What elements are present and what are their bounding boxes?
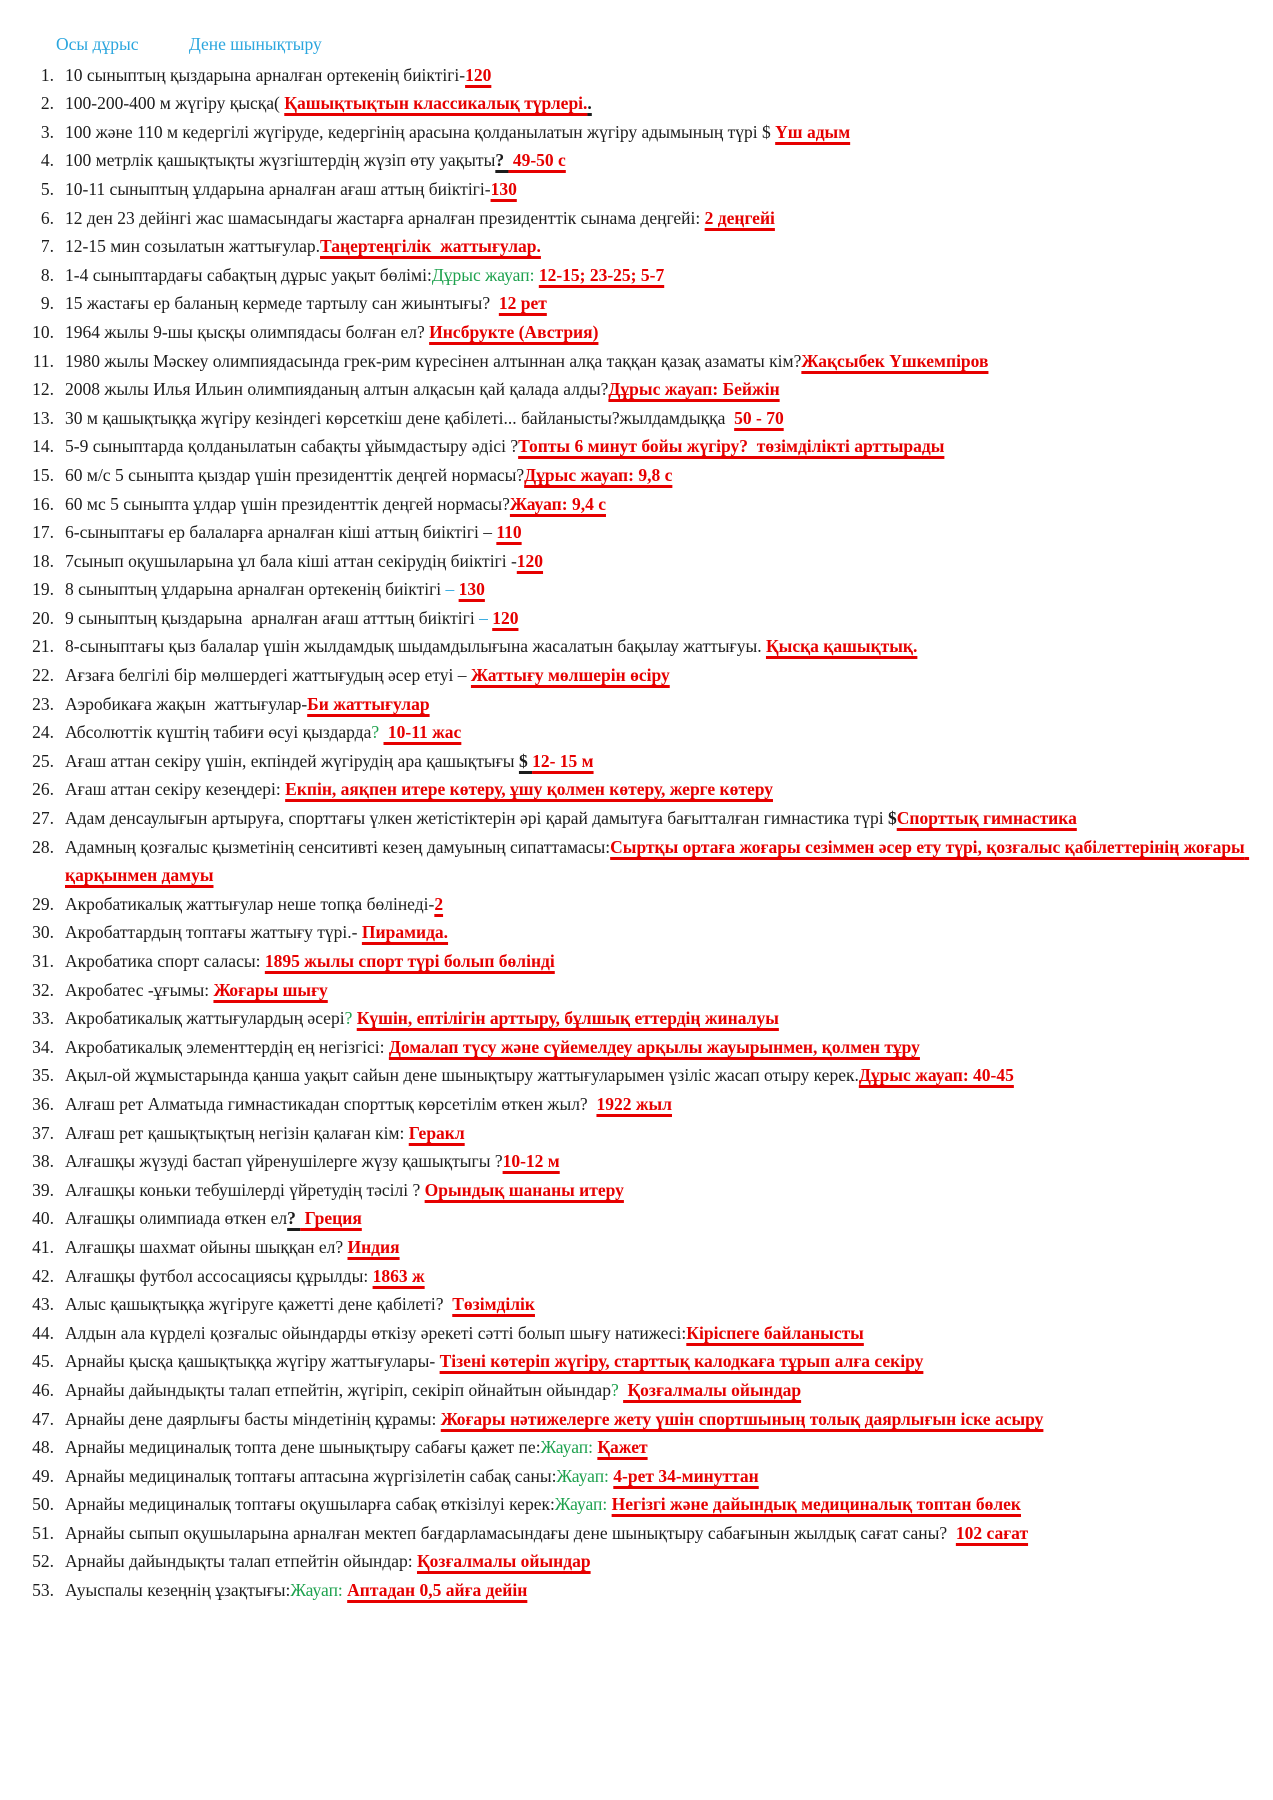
question-item [20, 976, 1255, 1005]
question-item [20, 1490, 1255, 1519]
question-body [65, 118, 1255, 147]
question-body [65, 490, 1255, 519]
question-text: 9 сыныптың қыздарына арналған ағаш атттың биіктігі [65, 607, 480, 628]
accent-dash: – [445, 579, 459, 600]
question-number: 21. [32, 636, 54, 657]
question-number: 9. [40, 293, 54, 314]
question-body [65, 375, 1255, 404]
question-item [20, 261, 1255, 290]
question-number: 52. [32, 1551, 54, 1572]
answer-text: 12 рет [498, 293, 547, 314]
question-number: 47. [32, 1408, 54, 1429]
question-number: 48. [32, 1437, 54, 1458]
answer-text: 120 [465, 64, 492, 85]
question-text: Ақыл-ой жұмыстарында қанша уақыт сайын дене шынықтыру жаттығуларымен үзіліс жасап отыру керек. [65, 1065, 859, 1086]
question-number: 3. [40, 121, 54, 142]
question-text: 1980 жылы Мәскеу олимпиядасында грек-рим күресінен алтыннан алқа таққан қазақ азаматы кім? [65, 350, 802, 371]
question-item [20, 1147, 1255, 1176]
question-text: Акробатес -ұғымы: [65, 979, 214, 1000]
question-text: Абсолюттік күштің табиғи өсуі қыздарда [65, 722, 372, 743]
answer-text: Жоғары нәтижелерге жету үшін спортшының толық даярлығын іске асыру [440, 1408, 1044, 1429]
question-text: Акробаттардың топтағы жаттығу түрі.- [65, 922, 362, 943]
question-number: 43. [32, 1294, 54, 1315]
question-text: 1-4 сыныптардағы сабақтың дұрыс уақыт бөлімі: [65, 264, 432, 285]
question-body [65, 1576, 1255, 1605]
question-number: 24. [32, 722, 54, 743]
question-text: Адамның қозғалыс қызметінің сенситивті кезең дамуының сипаттамасы: [65, 836, 611, 857]
question-body [65, 1033, 1255, 1062]
question-body [65, 947, 1255, 976]
question-item [20, 404, 1255, 433]
answer-text: Қашықтықтын классикалық түрлері. [284, 93, 588, 114]
question-text: 12-15 мин созылатын жаттығулар. [65, 236, 321, 257]
answer-text: Жаттығу мөлшерін өсіру [470, 665, 670, 686]
question-text: Акробатикалық элементтердің ең негізгісі: [65, 1036, 389, 1057]
answer-text: Қысқа қашықтық. [765, 636, 918, 657]
question-body [65, 661, 1255, 690]
question-text: Алыс қашықтыққа жүгіруге қажетті дене қабілеті? [65, 1294, 453, 1315]
question-number: 51. [32, 1522, 54, 1543]
question-body [65, 1176, 1255, 1205]
answer-text: Дұрыс жауап: Бейжін [608, 379, 780, 400]
question-number: 32. [32, 979, 54, 1000]
question-number: 49. [32, 1465, 54, 1486]
question-body [65, 432, 1255, 461]
question-number: 31. [32, 951, 54, 971]
question-body [65, 1547, 1255, 1576]
answer-text: Индия [347, 1236, 400, 1257]
question-body [65, 1433, 1255, 1462]
answer-text: 110 [496, 522, 522, 543]
question-body [65, 518, 1255, 547]
question-item [20, 347, 1255, 376]
question-item [20, 1262, 1255, 1291]
question-number: 22. [32, 665, 54, 686]
answer-text: Пирамида. [361, 922, 449, 943]
question-number: 33. [32, 1008, 54, 1029]
answer-text: Греция [300, 1208, 362, 1229]
question-number: 34. [32, 1036, 54, 1057]
answer-text: Жоғары шығу [213, 979, 328, 1000]
question-text: Арнайы дайындықты талап етпейтін, жүгіріп, секіріп ойнайтын ойындар [65, 1379, 611, 1400]
question-body [65, 718, 1255, 747]
answer-text: 10-11 жас [383, 722, 462, 743]
question-item [20, 1347, 1255, 1376]
answer-text: 1863 ж [372, 1265, 425, 1286]
question-number: 28. [32, 836, 54, 857]
question-text: Акробатика спорт саласы: [65, 951, 265, 971]
question-number: 35. [32, 1065, 54, 1086]
answer-label: Дұрыс жауап: [431, 264, 539, 285]
question-item [20, 547, 1255, 576]
answer-text: Төзімділік [452, 1294, 535, 1315]
question-text: Арнайы медициналық топта дене шынықтыру сабағы қажет пе: [65, 1437, 541, 1458]
answer-text: 120 [516, 550, 544, 571]
answer-text: 1922 жыл [596, 1093, 672, 1114]
question-item [20, 775, 1255, 804]
question-body [65, 1061, 1255, 1090]
question-number: 41. [32, 1236, 54, 1257]
answer-text: 12- 15 м [532, 750, 594, 771]
question-number: 42. [32, 1265, 54, 1286]
question-text: Алғашқы футбол ассосациясы құрылды: [65, 1265, 373, 1286]
question-body [65, 804, 1255, 833]
question-text: 10-11 сыныптың ұлдарына арналған ағаш аттың биіктігі- [65, 178, 491, 199]
answer-text: Инсбрукте (Австрия) [429, 321, 599, 342]
question-body [65, 976, 1255, 1005]
question-body [65, 1204, 1255, 1233]
question-text: Алғашқы шахмат ойыны шыққан ел? [65, 1236, 348, 1257]
question-number: 39. [32, 1179, 54, 1200]
question-text: Ағаш аттан секіру үшін, екпіндей жүгірудің ара қашықтығы [65, 750, 519, 771]
question-body [65, 1290, 1255, 1319]
question-body [65, 1319, 1255, 1348]
answer-text: 12-15; 23-25; 5-7 [538, 264, 665, 285]
question-text: 5-9 сыныптарда қолданылатын сабақты ұйымдастыру әдісі ? [65, 436, 519, 457]
question-item [20, 690, 1255, 719]
question-body [65, 632, 1255, 661]
question-body [65, 1376, 1255, 1405]
answer-text: 130 [490, 178, 517, 199]
question-item [20, 718, 1255, 747]
question-text: 2008 жылы Илья Ильин олимпияданың алтын алқасын қай қалада алды? [65, 379, 609, 400]
question-item [20, 146, 1255, 175]
question-text: 8-сыныптағы қыз балалар үшін жылдамдық шыдамдылығына жасалатын бақылау жаттығуы. [65, 636, 766, 657]
question-item [20, 375, 1255, 404]
question-text: 30 м қашықтыққа жүгіру кезіндегі көрсеткіш дене қабілеті... байланысты?жылдамдыққа [65, 407, 735, 428]
question-number: 46. [32, 1379, 54, 1400]
question-text: Арнайы дайындықты талап етпейтін ойындар: [65, 1551, 417, 1572]
question-text: Ағаш аттан секіру кезеңдері: [65, 779, 286, 800]
answer-label: Жауап: [556, 1465, 614, 1486]
question-body [65, 1519, 1255, 1548]
answer-text: 2 [434, 893, 444, 914]
question-text: Арнайы дене даярлығы басты міндетінің құрамы: [65, 1408, 441, 1429]
question-number: 4. [40, 150, 54, 171]
answer-text: 4-рет 34-минуттан [613, 1465, 759, 1486]
answer-text: Негізгі және дайындық медициналық топтан бөлек [611, 1494, 1021, 1515]
question-item [20, 1319, 1255, 1348]
question-body [65, 1462, 1255, 1491]
question-number: 23. [32, 693, 54, 714]
question-number: 12. [32, 379, 54, 400]
answer-text: Үш адым [775, 121, 851, 142]
question-body [65, 318, 1255, 347]
question-item [20, 318, 1255, 347]
answer-label: ? [371, 722, 384, 743]
question-text: Алғаш рет Алматыда гимнастикадан спорттық көрсетілім өткен жыл? [65, 1093, 597, 1114]
question-number: 6. [40, 207, 54, 228]
question-text: ? [287, 1208, 301, 1229]
answer-text: Домалап түсу және сүйемелдеу арқылы жауырынмен, қолмен тұру [388, 1036, 920, 1057]
answer-text: Аптадан 0,5 айға дейін [347, 1580, 528, 1601]
answer-text: 102 сағат [955, 1522, 1029, 1543]
question-text: Ауыспалы кезеңнің ұзақтығы: [65, 1580, 291, 1601]
answer-text: 10-12 м [502, 1151, 560, 1172]
question-number: 2. [40, 93, 54, 114]
question-text: Акробатикалық жаттығулар неше топқа бөлінеді- [65, 893, 435, 914]
question-text: Алғашқы жүзуді бастап үйренушілерге жүзу қашықтыгы ? [65, 1151, 503, 1172]
answer-text: Би жаттығулар [307, 693, 430, 714]
question-body [65, 232, 1255, 261]
answer-text: Тізені көтеріп жүгіру, старттық калодкаға тұрып алға секіру [439, 1351, 924, 1372]
question-body [65, 347, 1255, 376]
answer-text: 50 - 70 [734, 407, 784, 428]
question-text: 12 ден 23 дейінгі жас шамасындагы жастарға арналған президенттік сынама деңгейі: [65, 207, 705, 228]
question-number: 14. [32, 436, 54, 457]
question-number: 29. [32, 893, 54, 914]
question-body [65, 747, 1255, 776]
answer-text: 130 [458, 579, 485, 600]
question-item [20, 490, 1255, 519]
question-item [20, 518, 1255, 547]
question-body [65, 1119, 1255, 1148]
answer-text: Жақсыбек Үшкемпіров [801, 350, 989, 371]
question-item [20, 918, 1255, 947]
question-item [20, 1176, 1255, 1205]
question-number: 11. [32, 350, 54, 371]
question-text: 60 м/с 5 сыныпта қыздар үшін президенттік деңгей нормасы? [65, 464, 525, 485]
answer-text: Таңертеңгілік жаттығулар. [320, 236, 541, 257]
question-body [65, 1405, 1255, 1434]
question-text: Арнайы медициналық топтағы оқушыларға сабақ өткізілуі керек: [65, 1494, 555, 1515]
question-text: 10 сыныптың қыздарына арналған ортекенің биіктігі- [65, 64, 466, 85]
question-text: 100 метрлік қашықтықты жүзгіштердің жүзіп өту уақыты [65, 150, 496, 171]
answer-text: Екпін, аяқпен итере көтеру, ұшу қолмен көтеру, жерге көтеру [285, 779, 773, 800]
accent-dash: – [479, 607, 493, 628]
question-text: 8 сыныптың ұлдарына арналған ортекенің биіктігі [65, 579, 446, 600]
answer-text: Күшін, ептілігін арттыру, бұлшық еттердің жиналуы [356, 1008, 779, 1029]
question-item [20, 1090, 1255, 1119]
question-number: 17. [32, 522, 54, 543]
question-body [65, 1233, 1255, 1262]
question-number: 10. [32, 321, 54, 342]
question-body [65, 204, 1255, 233]
question-body [65, 547, 1255, 576]
question-item [20, 461, 1255, 490]
question-item [20, 61, 1255, 90]
answer-text: Дұрыс жауап: 9,8 с [524, 464, 673, 485]
question-item [20, 833, 1255, 890]
question-text: Ағзаға белгілі бір мөлшердегі жаттығудың әсер етуі – [65, 665, 471, 686]
question-number: 15. [32, 464, 54, 485]
question-body [65, 1347, 1255, 1376]
question-item [20, 1004, 1255, 1033]
question-item [20, 890, 1255, 919]
question-text: Адам денсаулығын артыруға, спорттағы үлкен жетістіктерін әрі қарай дамытуға бағытталған гимнастика түрі [65, 808, 888, 829]
answer-label: Жауап: [290, 1580, 348, 1601]
question-text: 7сынып оқушыларына ұл бала кіші аттан секірудің биіктігі - [65, 550, 517, 571]
question-number: 16. [32, 493, 54, 514]
question-item [20, 118, 1255, 147]
answer-text: Спорттық гимнастика [896, 808, 1077, 829]
question-text: 1964 жылы 9-шы қысқы олимпядасы болған ел? [65, 321, 430, 342]
answer-text: 2 деңгейі [704, 207, 775, 228]
answer-text: Геракл [408, 1122, 465, 1143]
question-number: 13. [32, 407, 54, 428]
question-body [65, 918, 1255, 947]
answer-text: Кіріспеге байланысты [686, 1322, 864, 1343]
question-text: 15 жастағы ер баланың кермеде тартылу сан жиынтығы? [65, 293, 499, 314]
question-number: 30. [32, 922, 54, 943]
question-text: Акробатикалық жаттығулардың әсері [65, 1008, 345, 1029]
question-number: 36. [32, 1093, 54, 1114]
question-list [20, 61, 1255, 1605]
question-item [20, 204, 1255, 233]
question-body [65, 404, 1255, 433]
question-number: 44. [32, 1322, 54, 1343]
question-number: 40. [32, 1208, 54, 1229]
question-text: $ [518, 750, 533, 771]
question-number: 25. [32, 750, 54, 771]
question-body [65, 833, 1255, 890]
question-number: 53. [32, 1580, 54, 1601]
question-item [20, 1405, 1255, 1434]
question-number: 20. [32, 607, 54, 628]
question-number: 8. [40, 264, 54, 285]
question-body [65, 61, 1255, 90]
question-item [20, 575, 1255, 604]
question-text: Алғаш рет қашықтықтың негізін қалаған кім: [65, 1122, 409, 1143]
question-text: Арнайы медициналық топтағы аптасына жүргізілетін сабақ саны: [65, 1465, 557, 1486]
question-item [20, 604, 1255, 633]
question-item [20, 1233, 1255, 1262]
question-item [20, 432, 1255, 461]
question-item [20, 1290, 1255, 1319]
question-body [65, 775, 1255, 804]
question-body [65, 175, 1255, 204]
question-item [20, 1576, 1255, 1605]
question-item [20, 175, 1255, 204]
question-text: Арнайы қысқа қашықтыққа жүгіру жаттығулары- [65, 1351, 440, 1372]
question-body [65, 1262, 1255, 1291]
question-text: 6-сыныптағы ер балаларға арналған кіші аттың биіктігі – [65, 522, 497, 543]
question-item [20, 661, 1255, 690]
question-item [20, 1519, 1255, 1548]
question-body [65, 461, 1255, 490]
header-note: Осы дұрыс [56, 34, 139, 54]
question-text: Алғашқы олимпиада өткен ел [65, 1208, 288, 1229]
question-number: 38. [32, 1151, 54, 1172]
question-text: ? [495, 150, 509, 171]
answer-text: 1895 жылы спорт түрі болып бөлінді [264, 951, 555, 971]
question-number: 37. [32, 1122, 54, 1143]
question-item [20, 1033, 1255, 1062]
page-header [20, 30, 1255, 59]
question-item [20, 1119, 1255, 1148]
question-number: 45. [32, 1351, 54, 1372]
question-item [20, 89, 1255, 118]
question-body [65, 146, 1255, 175]
question-number: 7. [40, 236, 54, 257]
answer-text: 120 [492, 607, 519, 628]
answer-label: ? [344, 1008, 357, 1029]
answer-label: ? [610, 1379, 624, 1400]
answer-text: Жауап: 9,4 с [509, 493, 606, 514]
question-item [20, 1061, 1255, 1090]
question-item [20, 747, 1255, 776]
question-body [65, 1147, 1255, 1176]
question-item [20, 804, 1255, 833]
question-text: 100 және 110 м кедергілі жүгіруде, кедергінің арасына қолданылатын жүгіру адымының түрі $ [65, 121, 776, 142]
question-body [65, 1090, 1255, 1119]
answer-text: Сыртқы ортаға жоғары сезіммен әсер ету түрі, қозғалыс қабілеттерінің жоғары қарқынмен дамуы [65, 836, 1250, 886]
question-text: $ [887, 808, 897, 829]
question-body [65, 1490, 1255, 1519]
question-body [65, 690, 1255, 719]
question-item [20, 232, 1255, 261]
question-item [20, 289, 1255, 318]
question-text: Алдын ала күрделі қозғалыс ойындарды өткізу әрекеті сәтті болып шығу натижесі: [65, 1322, 687, 1343]
question-number: 27. [32, 808, 54, 829]
answer-text: Қозғалмалы ойындар [623, 1379, 802, 1400]
question-number: 26. [32, 779, 54, 800]
question-number: 19. [32, 579, 54, 600]
question-text: 100-200-400 м жүгіру қысқа( [65, 93, 285, 114]
question-body [65, 890, 1255, 919]
answer-text: Қозғалмалы ойындар [416, 1551, 591, 1572]
question-text: 60 мс 5 сыныпта ұлдар үшін президенттік деңгей нормасы? [65, 493, 510, 514]
question-item [20, 632, 1255, 661]
question-item [20, 1433, 1255, 1462]
question-number: 50. [32, 1494, 54, 1515]
question-body [65, 261, 1255, 290]
question-body [65, 1004, 1255, 1033]
question-text: Аэробикаға жақын жаттығулар- [65, 693, 308, 714]
question-number: 18. [32, 550, 54, 571]
question-text: Алғашқы коньки тебушілерді үйретудің тәсілі ? [65, 1179, 425, 1200]
question-body [65, 89, 1255, 118]
question-item [20, 947, 1255, 976]
answer-text: Топты 6 минут бойы жүгіру? төзімділікті арттырады [518, 436, 945, 457]
page-title: Дене шынықтыру [188, 34, 322, 54]
question-number: 1. [40, 64, 54, 85]
answer-text: Орындық шананы итеру [424, 1179, 624, 1200]
answer-label: Жауап: [554, 1494, 612, 1515]
question-number: 5. [40, 178, 54, 199]
question-text: . [587, 93, 592, 114]
question-item [20, 1462, 1255, 1491]
question-body [65, 604, 1255, 633]
question-text: Арнайы сыпып оқушыларына арналған мектеп бағдарламасындағы дене шынықтыру сабағынын жылдық сағат саны? [65, 1522, 956, 1543]
answer-text: 49-50 с [508, 150, 566, 171]
question-item [20, 1376, 1255, 1405]
question-item [20, 1547, 1255, 1576]
answer-text: Қажет [597, 1437, 648, 1458]
question-item [20, 1204, 1255, 1233]
question-body [65, 575, 1255, 604]
answer-label: Жауап: [540, 1437, 598, 1458]
question-body [65, 289, 1255, 318]
answer-text: Дұрыс жауап: 40-45 [858, 1065, 1014, 1086]
